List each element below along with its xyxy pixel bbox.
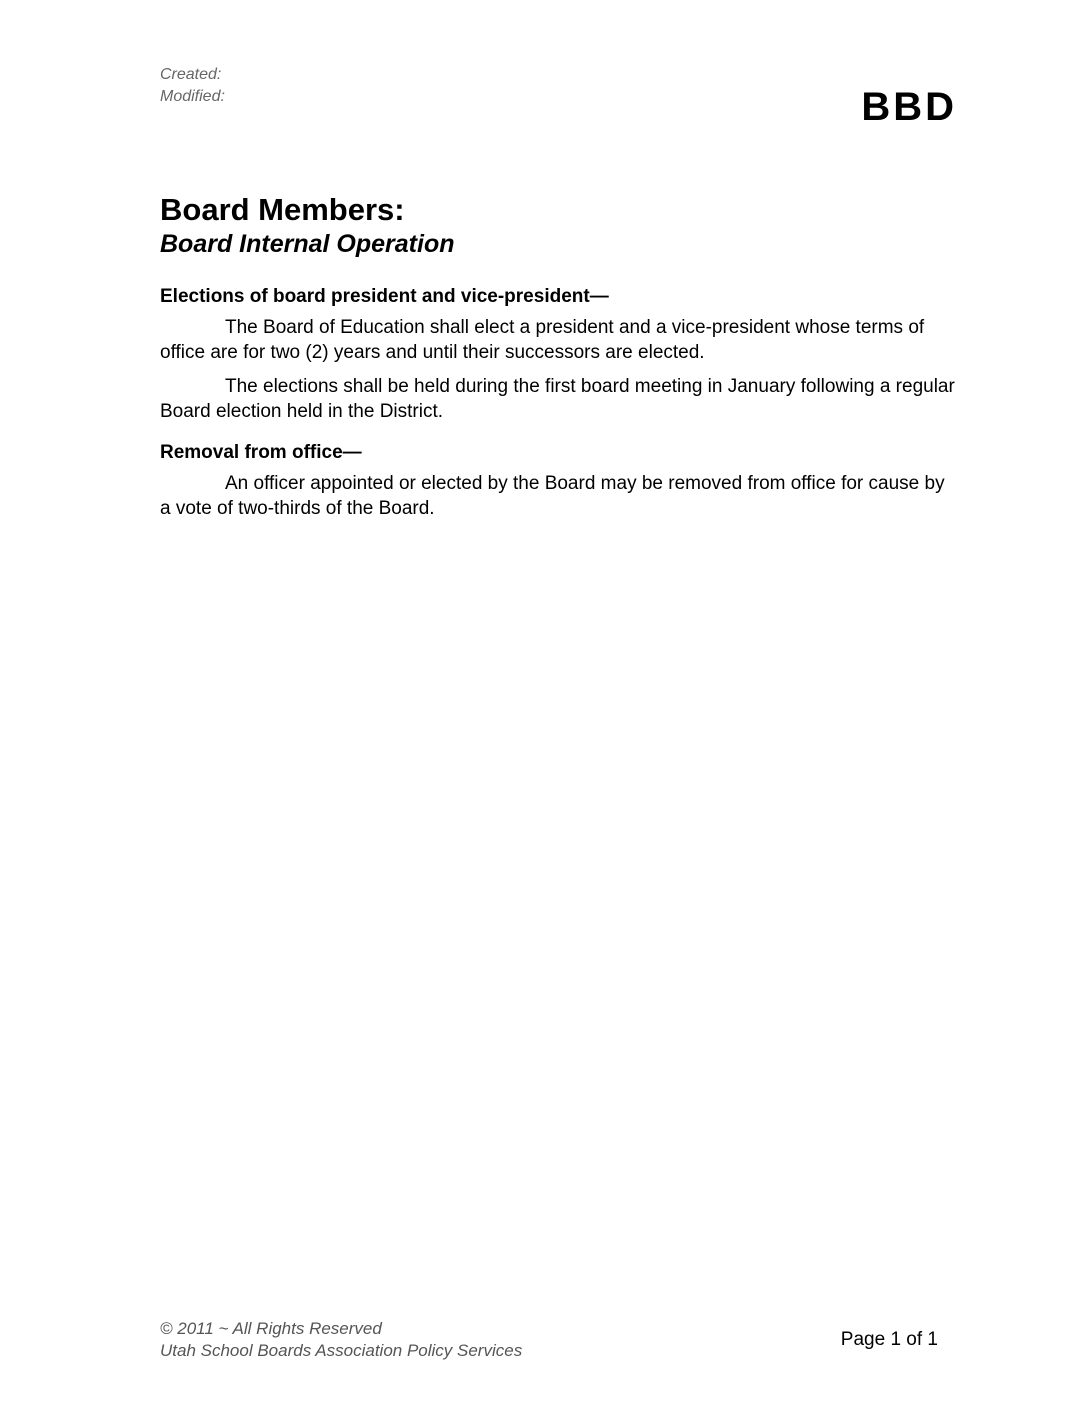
page-title: Board Members:	[160, 192, 405, 227]
paragraph: An officer appointed or elected by the Board may be removed from office for cause by a vote of two-thirds of the Board.	[160, 473, 945, 519]
section-heading: Elections of board president and vice-president—	[160, 286, 609, 307]
page-number: Page 1 of 1	[840, 1329, 938, 1350]
created-label: Created:	[160, 66, 222, 83]
organization-text: Utah School Boards Association Policy Services	[160, 1341, 523, 1360]
section-removal	[160, 440, 960, 521]
section-heading: Removal from office—	[160, 442, 362, 463]
title-block	[160, 192, 960, 260]
copyright-text: © 2011 ~ All Rights Reserved	[160, 1319, 382, 1338]
paragraph: The Board of Education shall elect a president and a vice-president whose terms of office are for two (2) years and until their successors are elected.	[160, 317, 925, 363]
document-meta	[160, 64, 225, 108]
footer-credits	[160, 1318, 522, 1362]
document-body	[160, 284, 960, 537]
policy-code: BBD	[861, 85, 957, 129]
modified-label: Modified:	[160, 88, 225, 105]
section-elections	[160, 284, 960, 424]
page-subtitle: Board Internal Operation	[160, 230, 455, 258]
paragraph: The elections shall be held during the first board meeting in January following a regular Board election held in the District.	[160, 376, 955, 422]
